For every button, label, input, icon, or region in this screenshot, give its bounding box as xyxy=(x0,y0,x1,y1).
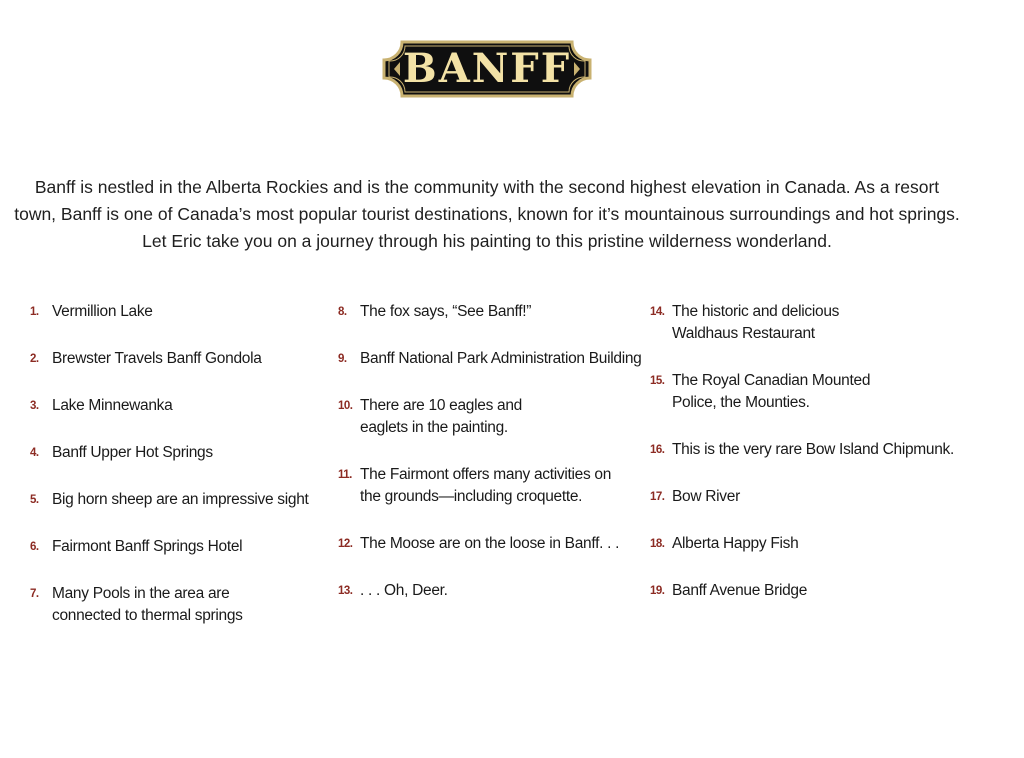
item-number: 16. xyxy=(650,444,665,456)
item-text: This is the very rare Bow Island Chipmunk. xyxy=(672,441,955,458)
item-number: 10. xyxy=(338,400,353,412)
item-text: The Moose are on the loose in Banff. . . xyxy=(360,535,620,552)
item-number: 9. xyxy=(338,353,347,365)
list-column-3 xyxy=(650,301,980,627)
list-column-1 xyxy=(30,301,330,652)
item-text: Banff National Park Administration Building xyxy=(360,350,642,367)
item-number: 7. xyxy=(30,588,39,600)
item-text: Lake Minnewanka xyxy=(52,397,173,414)
item-text: The fox says, “See Banff!” xyxy=(360,303,532,320)
item-text: Vermillion Lake xyxy=(52,303,153,320)
item-number: 19. xyxy=(650,585,665,597)
list-item xyxy=(30,348,330,370)
list-item xyxy=(30,536,330,558)
item-number: 8. xyxy=(338,306,347,318)
list-item xyxy=(338,533,643,555)
item-number: 6. xyxy=(30,541,39,553)
item-number: 14. xyxy=(650,306,665,318)
item-number: 15. xyxy=(650,375,665,387)
item-text: The Royal Canadian Mounted Police, the Mounties. xyxy=(672,372,871,411)
list-item xyxy=(338,464,643,508)
list-item xyxy=(338,348,643,370)
banff-logo xyxy=(380,40,594,98)
list-item xyxy=(30,395,330,417)
list-item xyxy=(650,370,980,414)
item-number: 12. xyxy=(338,538,353,550)
item-number: 13. xyxy=(338,585,353,597)
list-item xyxy=(650,533,980,555)
item-text: Many Pools in the area are connected to thermal springs xyxy=(52,585,243,624)
item-number: 18. xyxy=(650,538,665,550)
item-text: Banff Upper Hot Springs xyxy=(52,444,213,461)
item-text: Banff Avenue Bridge xyxy=(672,582,808,599)
item-number: 2. xyxy=(30,353,39,365)
item-text: Brewster Travels Banff Gondola xyxy=(52,350,262,367)
list-item xyxy=(338,301,643,323)
item-number: 11. xyxy=(338,469,352,481)
list-item xyxy=(30,301,330,323)
item-text: . . . Oh, Deer. xyxy=(360,582,448,599)
list-item xyxy=(30,583,330,627)
item-number: 4. xyxy=(30,447,39,459)
list-item xyxy=(338,580,643,602)
item-text: The Fairmont offers many activities on the grounds—including croquette. xyxy=(360,466,612,505)
list-item xyxy=(30,489,330,511)
item-text: There are 10 eagles and eaglets in the painting. xyxy=(360,397,522,436)
item-number: 17. xyxy=(650,491,665,503)
list-item xyxy=(650,486,980,508)
item-number: 5. xyxy=(30,494,39,506)
list-item xyxy=(650,301,980,345)
list-item xyxy=(650,580,980,602)
item-text: The historic and delicious Waldhaus Restaurant xyxy=(672,303,840,342)
item-text: Alberta Happy Fish xyxy=(672,535,799,552)
item-text: Big horn sheep are an impressive sight xyxy=(52,491,309,508)
list-column-2 xyxy=(338,301,643,627)
item-text: Fairmont Banff Springs Hotel xyxy=(52,538,243,555)
list-item xyxy=(338,395,643,439)
item-number: 1. xyxy=(30,306,39,318)
list-item xyxy=(650,439,980,461)
item-number: 3. xyxy=(30,400,39,412)
item-text: Bow River xyxy=(672,488,740,505)
intro-paragraph: Banff is nestled in the Alberta Rockies and is the community with the second highest elevation in Canada. As a resort town, Banff is one of Canada’s most popular tourist destinations, known for it’s mountainous surroundings and hot springs. Let Eric take you on a journey through his painting to this pristine wilderness wonderland. xyxy=(14,176,960,251)
logo-text: BANFF xyxy=(402,45,572,92)
list-item xyxy=(30,442,330,464)
